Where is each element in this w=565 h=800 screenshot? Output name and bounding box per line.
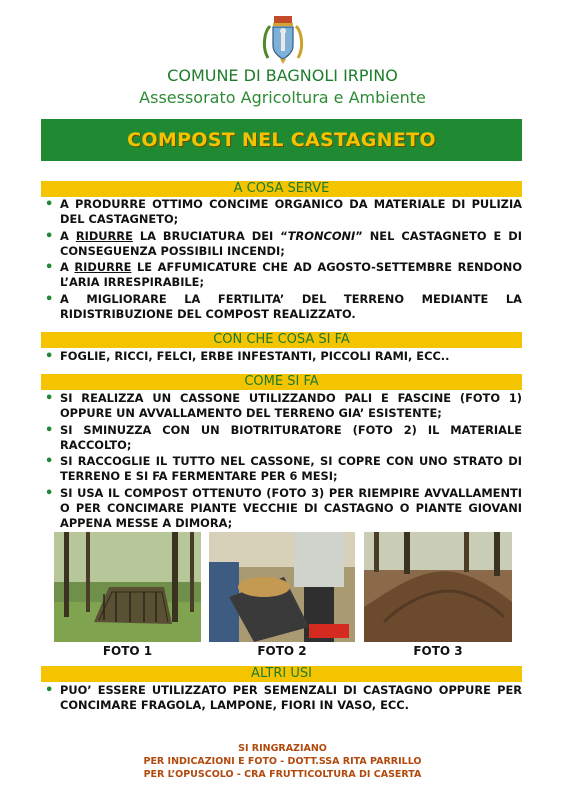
photo-3-finished-compost [364, 532, 512, 642]
title-banner [41, 119, 522, 161]
method-item-2: • SI SMINUZZA CON UN BIOTRITURATORE (FOTO 2) IL MATERIALE RACCOLTO; [44, 423, 522, 453]
section-heading-materials: CON CHE COSA SI FA [41, 332, 522, 348]
footer-credit-booklet: PER L’OPUSCOLO - CRA FRUTTICOLTURA DI CASERTA [143, 769, 422, 780]
section-heading-method: COME SI FA [41, 374, 522, 390]
other-uses-item-1: • PUO’ ESSERE UTILIZZATO PER SEMENZALI DI CASTAGNO OPPURE PER CONCIMARE FRAGOLA, LAMPONE, FIORI IN VASO, ECC. [44, 683, 522, 713]
method-list [44, 391, 522, 532]
other-uses-list [44, 683, 522, 715]
photo-2-caption: FOTO 2 [257, 644, 307, 658]
page-title: COMPOST NEL CASTAGNETO [127, 129, 436, 151]
method-item-1: • SI REALIZZA UN CASSONE UTILIZZANDO PALI E FASCINE (FOTO 1) OPPURE UN AVVALLAMENTO DEL TERRENO GIA’ ESISTENTE; [44, 391, 522, 421]
photo-2-biotrituratore [209, 532, 355, 642]
purpose-item-4: • A MIGLIORARE LA FERTILITA’ DEL TERRENO MEDIANTE LA RIDISTRIBUZIONE DEL COMPOST REALIZZATO. [44, 292, 522, 322]
purpose-item-2: • A RIDURRE LA BRUCIATURA DEI “TRONCONI” NEL CASTAGNETO E DI CONSEGUENZA POSSIBILI INCENDI; [44, 229, 522, 259]
section-heading-purpose: A COSA SERVE [41, 181, 522, 197]
materials-item-1: • FOGLIE, RICCI, FELCI, ERBE INFESTANTI, PICCOLI RAMI, ECC.. [44, 349, 522, 364]
purpose-item-3: • A RIDURRE LE AFFUMICATURE CHE AD AGOSTO-SETTEMBRE RENDONO L’ARIA IRRESPIRABILE; [44, 260, 522, 290]
purpose-list [44, 197, 522, 323]
department-name: Assessorato Agricoltura e Ambiente [139, 88, 426, 107]
municipal-crest-icon [262, 14, 304, 66]
method-item-4: • SI USA IL COMPOST OTTENUTO (FOTO 3) PER RIEMPIRE AVVALLAMENTI O PER CONCIMARE PIANTE VECCHIE DI CASTAGNO O PIANTE GIOVANI APPENA MESSE A DIMORA; [44, 486, 522, 531]
method-item-3: • SI RACCOGLIE IL TUTTO NEL CASSONE, SI COPRE CON UNO STRATO DI TERRENO E SI FA FERMENTARE PER 6 MESI; [44, 454, 522, 484]
purpose-item-1: • A PRODURRE OTTIMO CONCIME ORGANICO DA MATERIALE DI PULIZIA DEL CASTAGNETO; [44, 197, 522, 227]
footer-credit-photos: PER INDICAZIONI E FOTO - DOTT.SSA RITA PARRILLO [143, 756, 422, 767]
municipality-name: COMUNE DI BAGNOLI IRPINO [167, 66, 398, 85]
section-heading-other-uses: ALTRI USI [41, 666, 522, 682]
photo-1-compost-bin [54, 532, 201, 642]
materials-list [44, 349, 522, 366]
photo-3-caption: FOTO 3 [413, 644, 463, 658]
footer-thanks: SI RINGRAZIANO [238, 743, 327, 754]
photo-1-caption: FOTO 1 [102, 644, 153, 658]
